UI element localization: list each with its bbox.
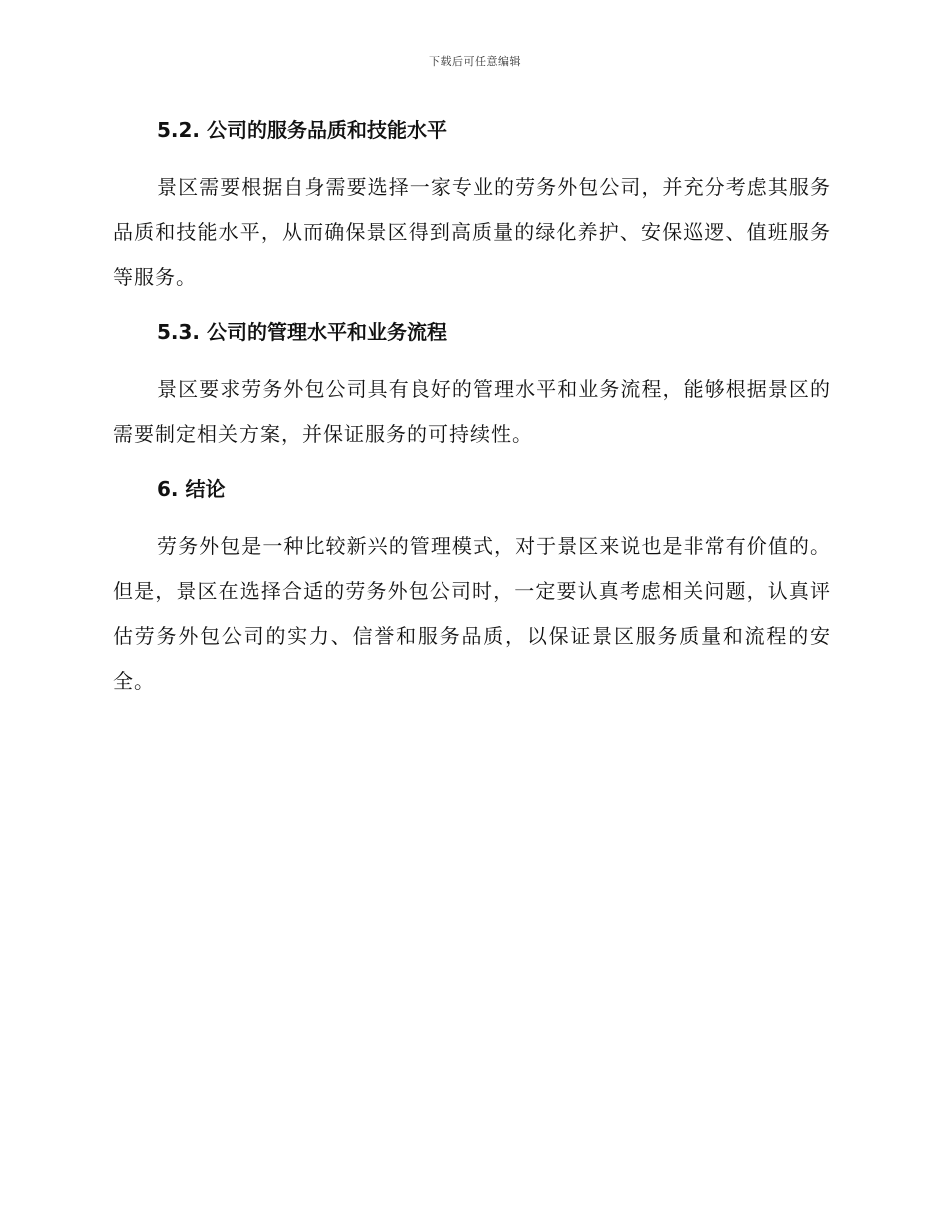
document-body (113, 108, 831, 704)
section-heading-5-3: 5.3. 公司的管理水平和业务流程 (157, 320, 447, 344)
section-paragraph-6: 劳务外包是一种比较新兴的管理模式，对于景区来说也是非常有价值的。但是，景区在选择合适的劳务外包公司时，一定要认真考虑相关问题，认真评估劳务外包公司的实力、信誉和服务品质，以保证景区服务质量和流程的安全。 (113, 534, 831, 693)
section-paragraph-5-2: 景区需要根据自身需要选择一家专业的劳务外包公司，并充分考虑其服务品质和技能水平，从而确保景区得到高质量的绿化养护、安保巡逻、值班服务等服务。 (113, 175, 831, 289)
section-heading-6: 6. 结论 (157, 477, 226, 501)
page-header: 下载后可任意编辑 (429, 55, 521, 68)
section-paragraph-5-3: 景区要求劳务外包公司具有良好的管理水平和业务流程，能够根据景区的需要制定相关方案，并保证服务的可持续性。 (113, 377, 831, 446)
section-heading-5-2: 5.2. 公司的服务品质和技能水平 (157, 118, 447, 142)
